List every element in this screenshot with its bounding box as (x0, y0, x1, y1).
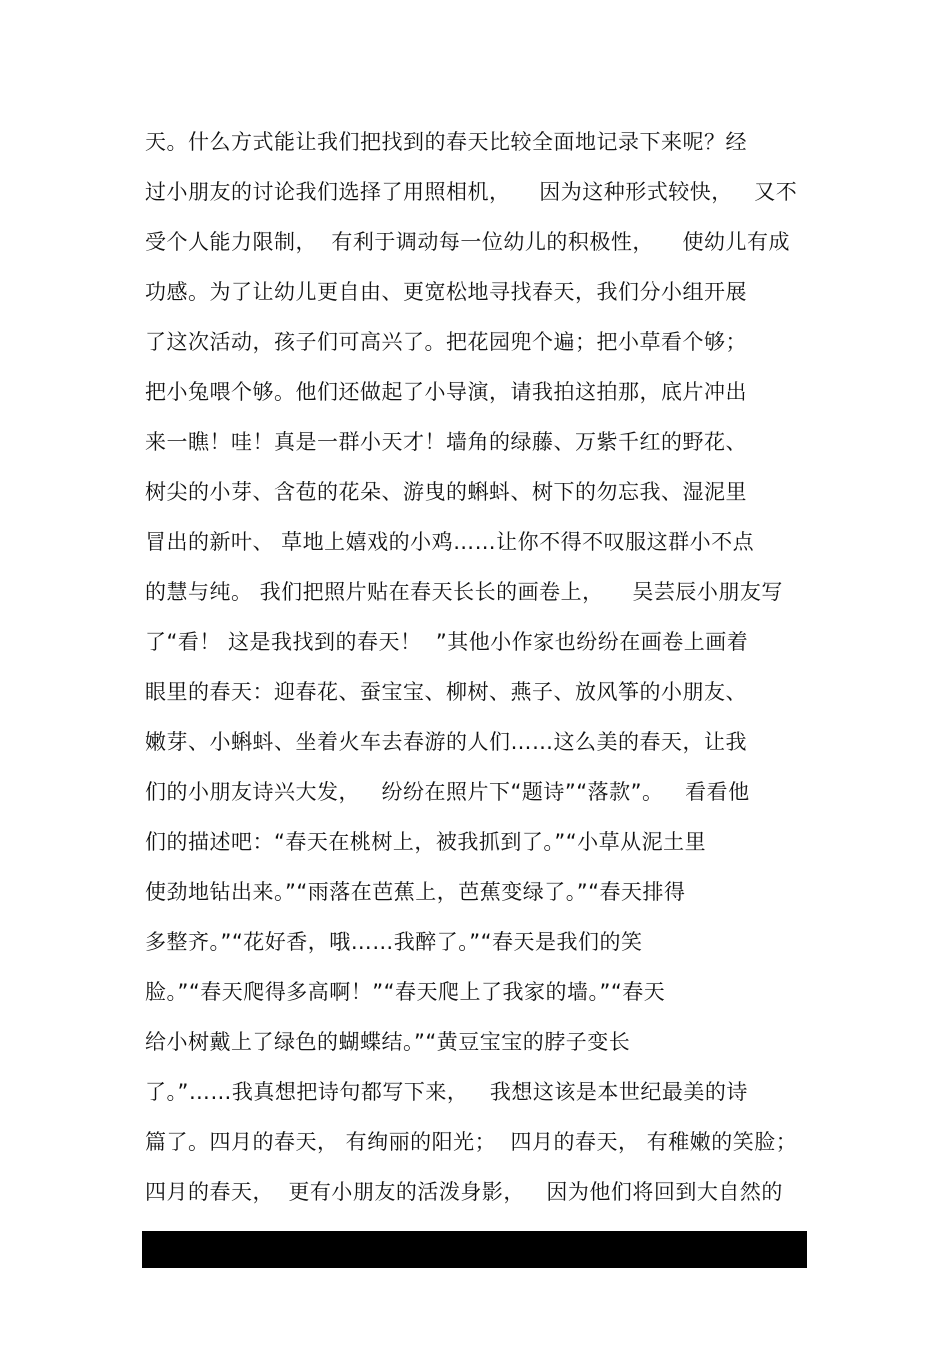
text-line: 多整齐。”“花好香，哦……我醉了。”“春天是我们的笑 (145, 930, 643, 954)
text-line: 天。什么方式能让我们把找到的春天比较全面地记录下来呢？经 (145, 130, 747, 154)
footer-bar (142, 1231, 807, 1268)
text-line: 们的描述吧：“春天在桃树上，被我抓到了。”“小草从泥土里 (145, 830, 707, 854)
text-line: 的慧与纯。 我们把照片贴在春天长长的画卷上， 吴芸辰小朋友写 (145, 580, 783, 604)
text-line: 四月的春天， 更有小朋友的活泼身影， 因为他们将回到大自然的 (145, 1180, 783, 1204)
text-line: 给小树戴上了绿色的蝴蝶结。”“黄豆宝宝的脖子变长 (145, 1030, 631, 1054)
text-line: 们的小朋友诗兴大发， 纷纷在照片下“题诗”“落款”。 看看他 (145, 780, 750, 804)
text-line: 脸。”“春天爬得多高啊！”“春天爬上了我家的墙。”“春天 (145, 980, 666, 1004)
text-line: 受个人能力限制， 有利于调动每一位幼儿的积极性， 使幼儿有成 (145, 230, 791, 254)
text-line: 嫩芽、小蝌蚪、坐着火车去春游的人们……这么美的春天，让我 (145, 730, 747, 754)
text-line: 使劲地钻出来。”“雨落在芭蕉上，芭蕉变绿了。”“春天排得 (145, 880, 686, 904)
text-line: 了这次活动，孩子们可高兴了。把花园兜个遍；把小草看个够； (145, 330, 747, 354)
text-line: 树尖的小芽、含苞的花朵、游曳的蝌蚪、树下的勿忘我、湿泥里 (145, 480, 747, 504)
text-line: 眼里的春天：迎春花、蚕宝宝、柳树、燕子、放风筝的小朋友、 (145, 680, 747, 704)
text-line: 了“看！ 这是我找到的春天！ ”其他小作家也纷纷在画卷上画着 (145, 630, 749, 654)
text-line: 了。”……我真想把诗句都写下来， 我想这该是本世纪最美的诗 (145, 1080, 748, 1104)
text-line: 篇了。四月的春天， 有绚丽的阳光； 四月的春天， 有稚嫩的笑脸； (145, 1130, 798, 1154)
text-line: 把小兔喂个够。他们还做起了小导演，请我拍这拍那，底片冲出 (145, 380, 747, 404)
text-line: 冒出的新叶、 草地上嬉戏的小鸡……让你不得不叹服这群小不点 (145, 530, 755, 554)
text-line: 来一瞧！哇！真是一群小天才！墙角的绿藤、万紫千红的野花、 (145, 430, 747, 454)
text-line: 功感。为了让幼儿更自由、更宽松地寻找春天，我们分小组开展 (145, 280, 747, 304)
text-line: 过小朋友的讨论我们选择了用照相机， 因为这种形式较快， 又不 (145, 180, 798, 204)
